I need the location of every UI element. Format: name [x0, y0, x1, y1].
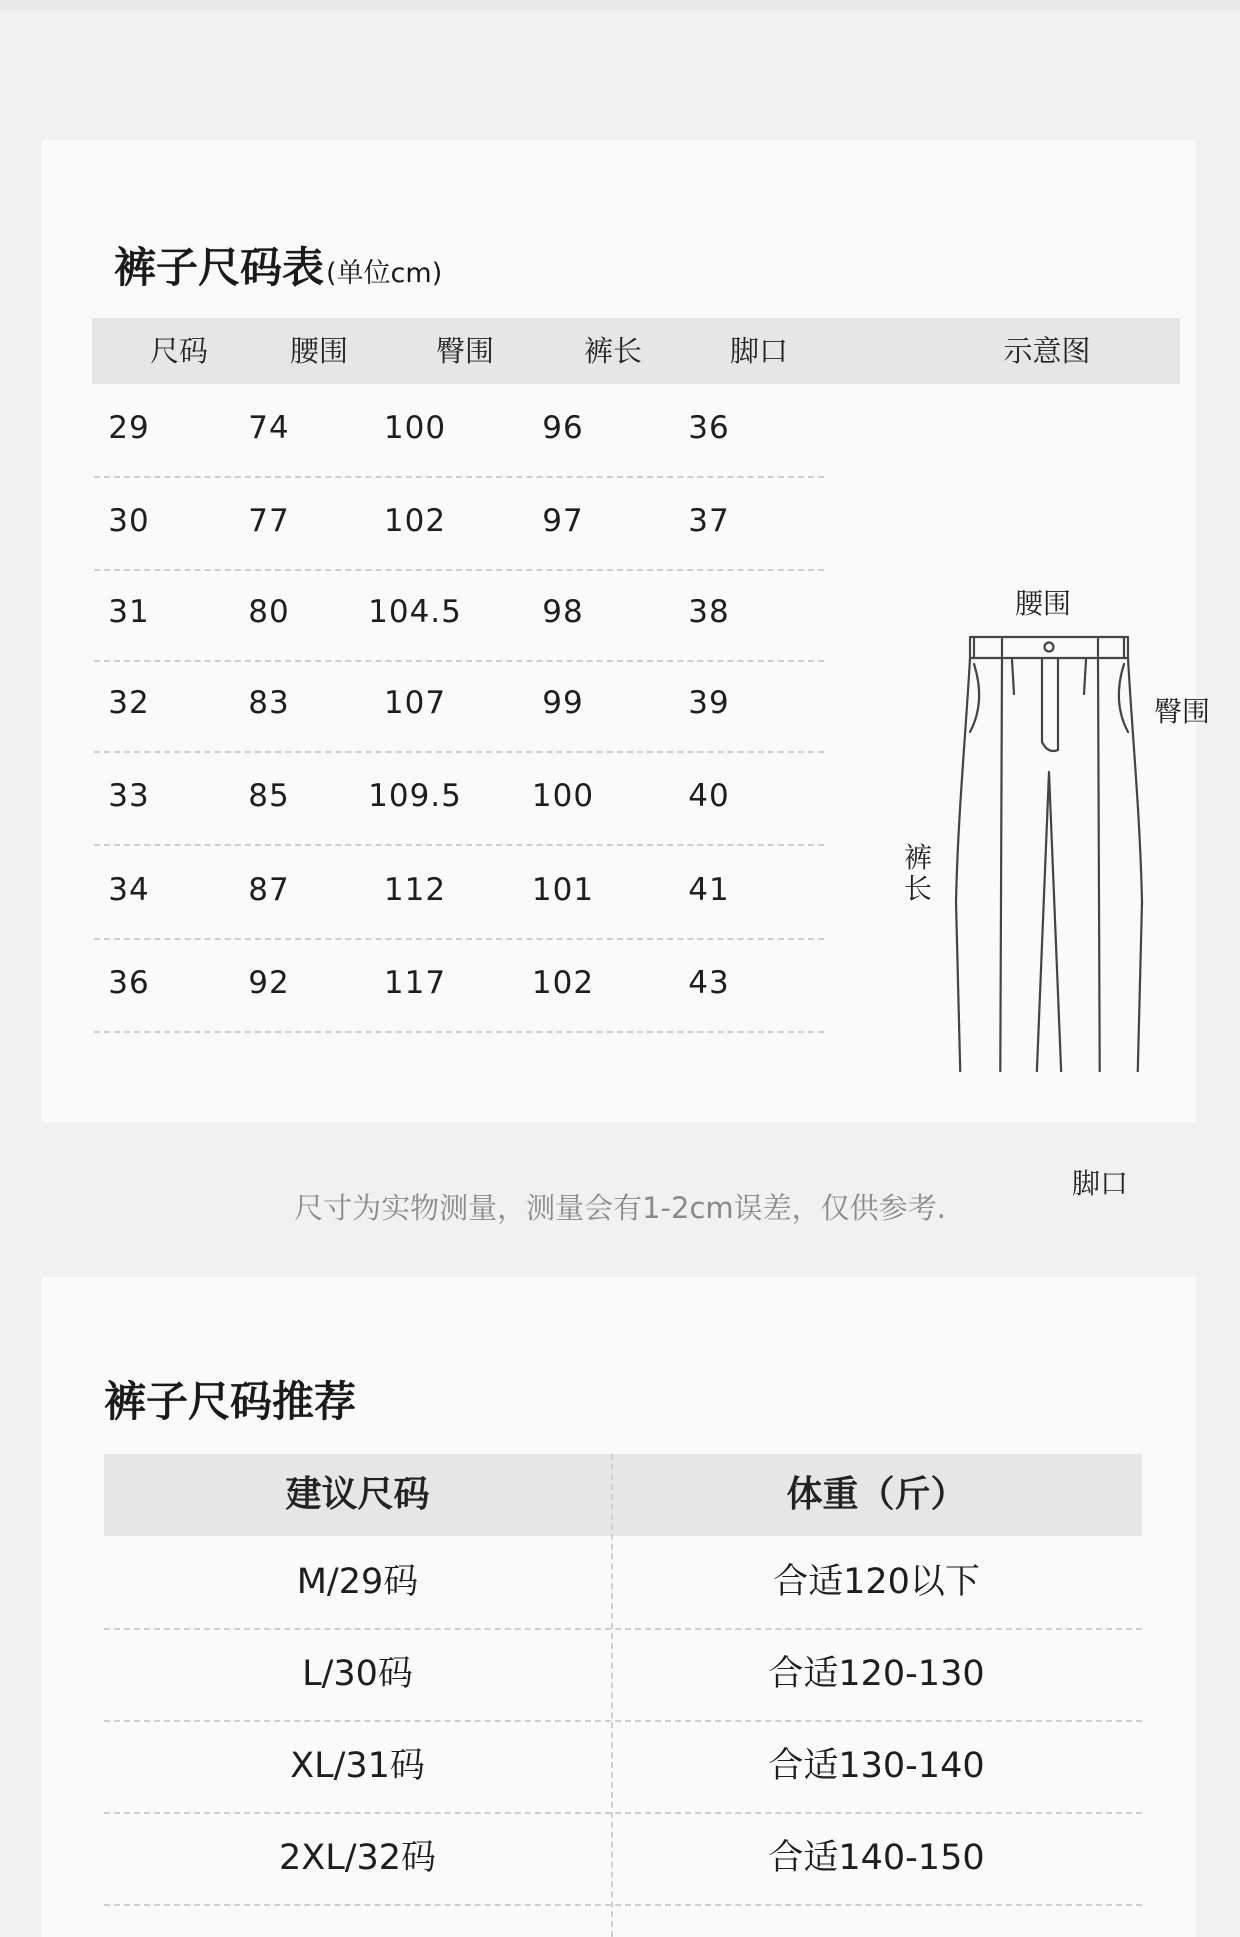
diagram-label-hip: 臀围: [1154, 695, 1211, 728]
cell-weight: 合适130-140: [768, 1746, 985, 1786]
recommendation-row: [104, 1628, 1142, 1720]
size-table-row: [94, 568, 824, 660]
size-table-row: [94, 659, 824, 751]
diagram-label-length: 裤长: [904, 841, 933, 905]
cell-size: 36: [108, 965, 150, 1001]
cell-hip: 102: [383, 503, 447, 539]
cell-suggested-size: 2XL/32码: [278, 1838, 437, 1878]
size-table-row: [94, 846, 824, 938]
recommendation-row: [104, 1720, 1142, 1812]
cell-length: 98: [542, 594, 584, 630]
unit-label: (单位cm): [326, 258, 443, 289]
cell-weight: 合适120以下: [773, 1562, 980, 1602]
cell-weight: 合适140-150: [768, 1838, 985, 1878]
cell-hem: 36: [688, 410, 730, 446]
cell-waist: 74: [248, 410, 290, 446]
cell-weight: 合适120-130: [768, 1654, 985, 1694]
cell-size: 33: [108, 778, 150, 814]
row-divider: [94, 1031, 824, 1033]
header-hem: 脚口: [729, 334, 788, 368]
recommendation-header: [104, 1454, 1142, 1536]
row-divider: [104, 1904, 1142, 1906]
cell-suggested-size: L/30码: [302, 1654, 413, 1694]
header-size: 尺码: [149, 334, 208, 368]
size-table-row: [94, 939, 824, 1031]
header-diagram: 示意图: [1003, 334, 1091, 368]
cell-waist: 83: [248, 685, 290, 721]
pants-outline-icon: [862, 432, 1192, 1072]
cell-hem: 40: [688, 778, 730, 814]
cell-hip: 100: [383, 410, 447, 446]
header-length: 裤长: [583, 334, 642, 368]
size-table-row: [94, 752, 824, 844]
cell-length: 101: [531, 872, 595, 908]
header-suggested-size: 建议尺码: [285, 1474, 430, 1515]
cell-suggested-size: XL/31码: [290, 1746, 425, 1786]
cell-hem: 37: [688, 503, 730, 539]
cell-size: 29: [108, 410, 150, 446]
cell-size: 34: [108, 872, 150, 908]
cell-waist: 85: [248, 778, 290, 814]
cell-length: 99: [542, 685, 584, 721]
cell-hip: 117: [383, 965, 447, 1001]
cell-hip: 109.5: [368, 778, 462, 814]
cell-hip: 104.5: [368, 594, 462, 630]
cell-waist: 87: [248, 872, 290, 908]
cell-length: 97: [542, 503, 584, 539]
top-strip: [0, 0, 1240, 10]
header-weight: 体重（斤）: [786, 1474, 967, 1515]
cell-hip: 112: [383, 872, 447, 908]
cell-hem: 43: [688, 965, 730, 1001]
cell-hem: 41: [688, 872, 730, 908]
cell-length: 96: [542, 410, 584, 446]
cell-length: 102: [531, 965, 595, 1001]
diagram-label-hem: 脚口: [1072, 1167, 1129, 1200]
size-table-header: [92, 318, 1180, 384]
size-recommendation-card: [42, 1277, 1196, 1937]
size-chart-card: [42, 140, 1211, 1200]
pants-diagram: [862, 432, 1211, 1200]
cell-waist: 92: [248, 965, 290, 1001]
size-table-row: [94, 384, 824, 476]
recommendation-title: 裤子尺码推荐: [104, 1377, 357, 1426]
cell-suggested-size: M/29码: [296, 1562, 419, 1602]
measurement-note: 尺寸为实物测量，测量会有1-2cm误差，仅供参考.: [294, 1191, 946, 1225]
cell-hem: 38: [688, 594, 730, 630]
cell-size: 31: [108, 594, 150, 630]
cell-size: 30: [108, 503, 150, 539]
header-waist: 腰围: [289, 334, 348, 368]
recommendation-row: [104, 1536, 1142, 1628]
size-table-row: [94, 477, 824, 569]
cell-size: 32: [108, 685, 150, 721]
cell-waist: 77: [248, 503, 290, 539]
cell-hem: 39: [688, 685, 730, 721]
header-hip: 臀围: [435, 334, 494, 368]
recommendation-row: [104, 1812, 1142, 1904]
size-chart-title: 裤子尺码表(单位cm): [114, 243, 443, 292]
cell-waist: 80: [248, 594, 290, 630]
diagram-label-waist: 腰围: [1015, 587, 1072, 620]
cell-length: 100: [531, 778, 595, 814]
cell-hip: 107: [383, 685, 447, 721]
